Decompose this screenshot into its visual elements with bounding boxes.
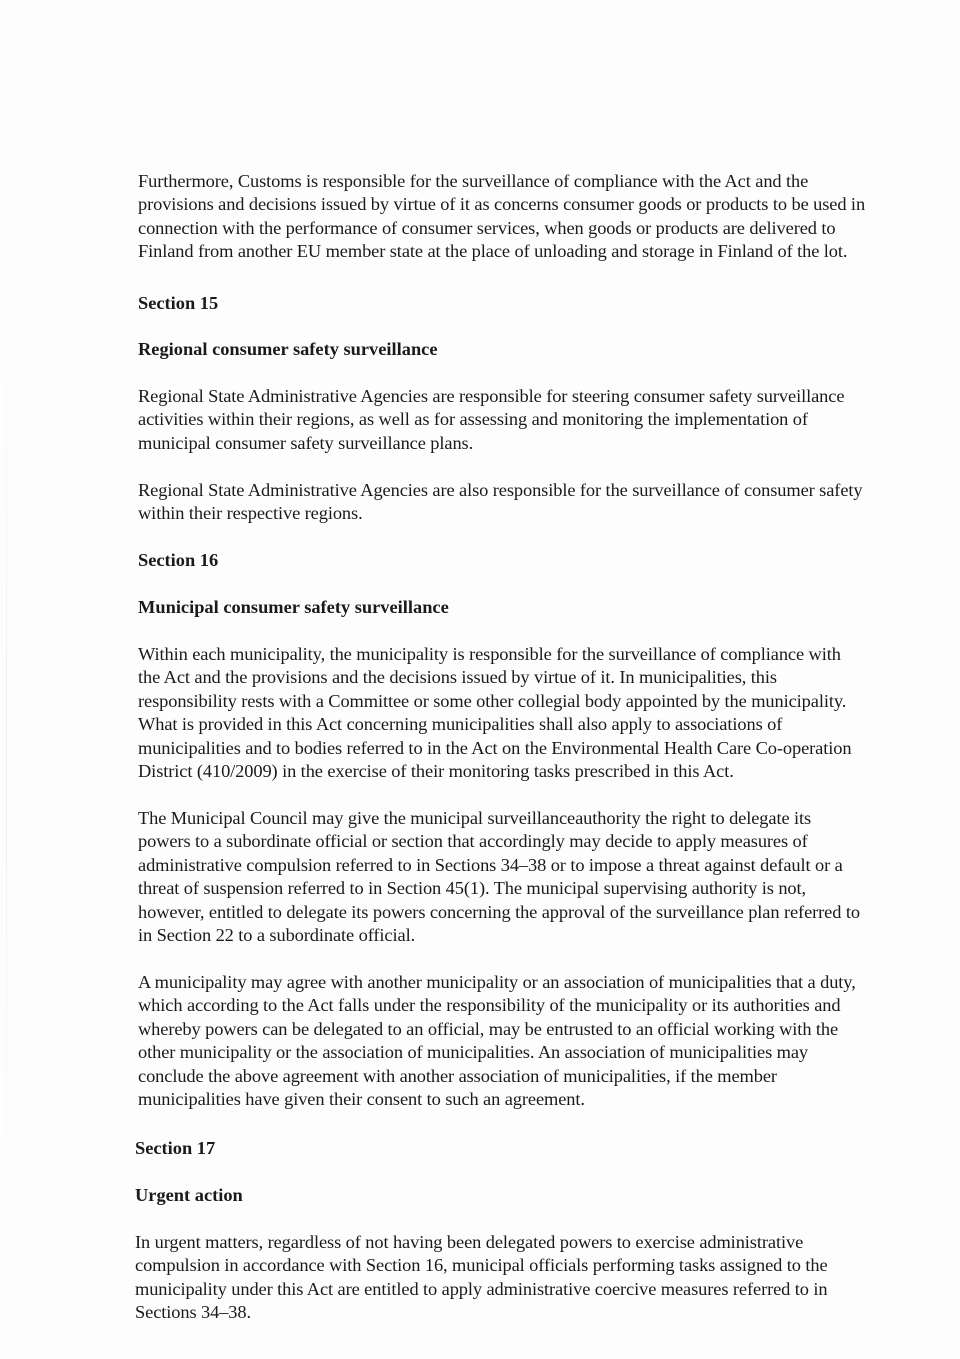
- paragraph-line: compulsion in accordance with Section 16, municipal officials performing tasks assigned to the: [135, 1255, 828, 1276]
- paragraph-line: municipalities and to bodies referred to in the Act on the Environmental Health Care Co-operation: [138, 737, 852, 758]
- paragraph-line: responsibility rests with a Committee or some other collegial body appointed by the municipality.: [138, 690, 847, 711]
- paragraph-line: Regional State Administrative Agencies are responsible for steering consumer safety surveillance: [138, 386, 845, 406]
- section-15-number: Section 15: [138, 293, 219, 313]
- paragraph-line: Within each municipality, the municipality is responsible for the surveillance of compliance with: [138, 644, 841, 664]
- paragraph-line: in Section 22 to a subordinate official.: [138, 925, 416, 946]
- paragraph-line: which according to the Act falls under the responsibility of the municipality or its authorities and: [138, 995, 841, 1016]
- section-16-paragraph-2: [138, 807, 958, 947]
- section-17-title: Urgent action: [135, 1185, 243, 1205]
- paragraph-line: District (410/2009) in the exercise of their monitoring tasks prescribed in this Act.: [138, 761, 734, 782]
- paragraph-line: Regional State Administrative Agencies are also responsible for the surveillance of consumer safety: [138, 480, 863, 500]
- paragraph-line: however, entitled to delegate its powers concerning the approval of the surveillance plan referred to: [138, 901, 860, 922]
- paragraph-line: municipality under this Act are entitled to apply administrative coercive measures referred to in: [135, 1278, 828, 1299]
- section-16-paragraph-3: [138, 971, 958, 1111]
- section-16-paragraph-1: [138, 643, 958, 783]
- paragraph-line: A municipality may agree with another municipality or an association of municipalities that a duty,: [138, 972, 856, 992]
- section-15-title: Regional consumer safety surveillance: [138, 339, 438, 359]
- paragraph-line: administrative compulsion referred to in Sections 34–38 or to impose a threat against default or a: [138, 854, 843, 875]
- scan-artifact: [6, 260, 7, 1260]
- section-17-number: Section 17: [135, 1138, 216, 1158]
- section-15-paragraph-2: [138, 479, 958, 526]
- intro-line: Finland from another EU member state at the place of unloading and storage in Finland of the lot.: [138, 241, 848, 262]
- paragraph-line: What is provided in this Act concerning municipalities shall also apply to associations of: [138, 714, 783, 735]
- paragraph-line: conclude the above agreement with another association of municipalities, if the member: [138, 1065, 777, 1086]
- paragraph-line: within their respective regions.: [138, 503, 363, 524]
- intro-line: provisions and decisions issued by virtue of it as concerns consumer goods or products to be used in: [138, 194, 866, 215]
- intro-paragraph: [138, 170, 958, 264]
- paragraph-line: whereby powers can be delegated to an official, may be entrusted to an official working with the: [138, 1018, 839, 1039]
- paragraph-line: The Municipal Council may give the municipal surveillanceauthority the right to delegate its: [138, 808, 812, 828]
- paragraph-line: In urgent matters, regardless of not having been delegated powers to exercise administrative: [135, 1232, 804, 1252]
- section-17-paragraph-1: [135, 1231, 955, 1325]
- paragraph-line: other municipality or the association of municipalities. An association of municipalities may: [138, 1042, 808, 1063]
- section-16-title: Municipal consumer safety surveillance: [138, 597, 449, 617]
- intro-line: connection with the performance of consumer services, when goods or products are delivered to: [138, 217, 836, 238]
- paragraph-line: powers to a subordinate official or section that accordingly may decide to apply measures of: [138, 831, 808, 852]
- paragraph-line: Sections 34–38.: [135, 1302, 251, 1323]
- section-15-paragraph-1: [138, 385, 958, 455]
- paragraph-line: the Act and the provisions and the decisions issued by virtue of it. In municipalities, this: [138, 667, 777, 688]
- paragraph-line: threat of suspension referred to in Section 45(1). The municipal supervising authority is not,: [138, 878, 807, 899]
- intro-line: Furthermore, Customs is responsible for the surveillance of compliance with the Act and the: [138, 171, 809, 191]
- paragraph-line: municipalities have given their consent to such an agreement.: [138, 1089, 585, 1110]
- section-16-number: Section 16: [138, 550, 219, 570]
- paragraph-line: activities within their regions, as well as for assessing and monitoring the implementation of: [138, 409, 808, 430]
- paragraph-line: municipal consumer safety surveillance plans.: [138, 432, 474, 453]
